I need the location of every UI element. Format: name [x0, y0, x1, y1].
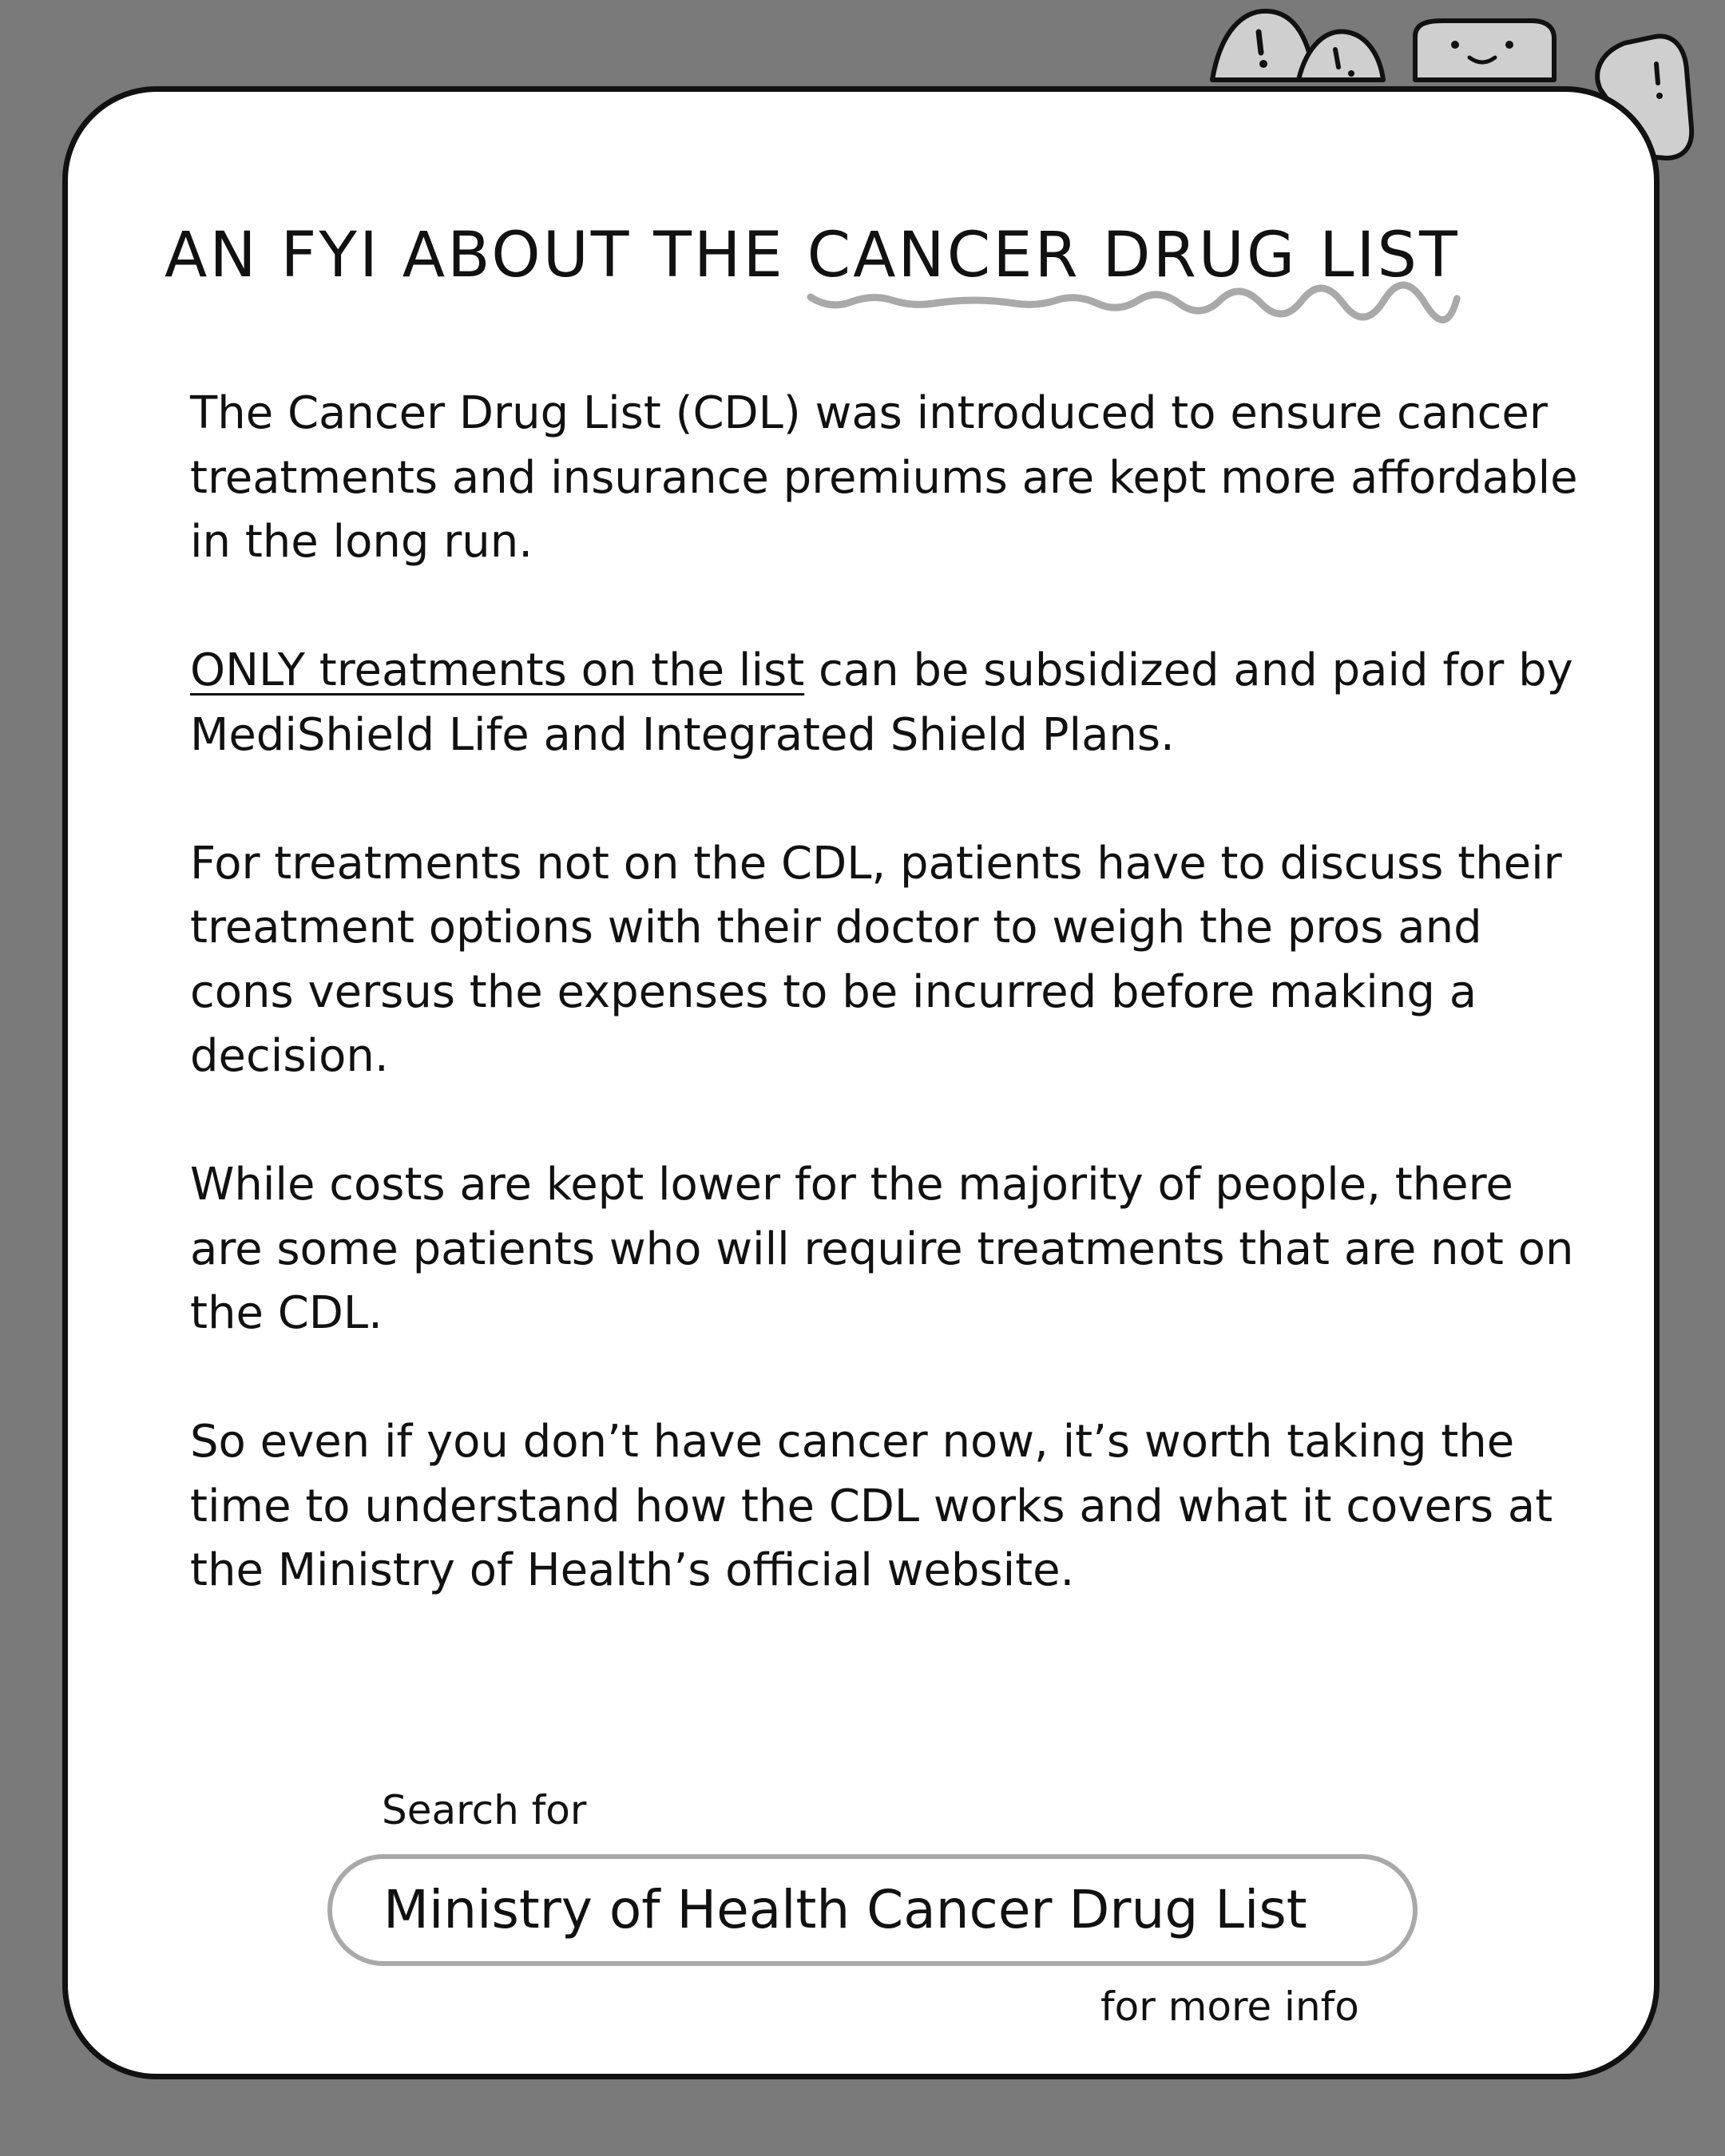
paragraph-coverage-rest: can be subsidized and paid for by MediShield Life and Integrated Shield Plans.	[190, 644, 1573, 761]
body-text	[190, 382, 1580, 1667]
squiggle-underline-icon	[807, 286, 1460, 315]
worried-pill-mascot-icon	[1299, 32, 1383, 80]
search-prefix: Search for	[382, 1787, 587, 1833]
smiling-pill-mascot-icon	[1415, 21, 1554, 80]
search-term: Ministry of Health Cancer Drug List	[383, 1879, 1307, 1940]
paragraph-advice: So even if you don’t have cancer now, it’s worth taking the time to understand how the CDL works and what it covers at the Ministry of Health’s official website.	[190, 1416, 1553, 1596]
title-highlight	[807, 216, 1460, 295]
paragraph-not-on-list: For treatments not on the CDL, patients have to discuss their treatment options with their doctor to weigh the pros and cons versus the expenses to be incurred before making a decision.	[190, 837, 1562, 1082]
search-box	[327, 1854, 1418, 1966]
title-highlight-text: CANCER DRUG LIST	[807, 220, 1460, 291]
underlined-emphasis: ONLY treatments on the list	[190, 644, 805, 696]
paragraph-intro: The Cancer Drug List (CDL) was introduced to ensure cancer treatments and insurance premiums are kept more affordable in the long run.	[190, 387, 1578, 568]
page-title	[165, 216, 1586, 295]
paragraph-costs: While costs are kept lower for the majority of people, there are some patients who will require treatments that are not on the CDL.	[190, 1159, 1574, 1339]
search-suffix: for more info	[1100, 1984, 1359, 2030]
title-lead: AN FYI ABOUT THE	[165, 220, 807, 291]
paragraph-coverage	[190, 639, 1580, 767]
